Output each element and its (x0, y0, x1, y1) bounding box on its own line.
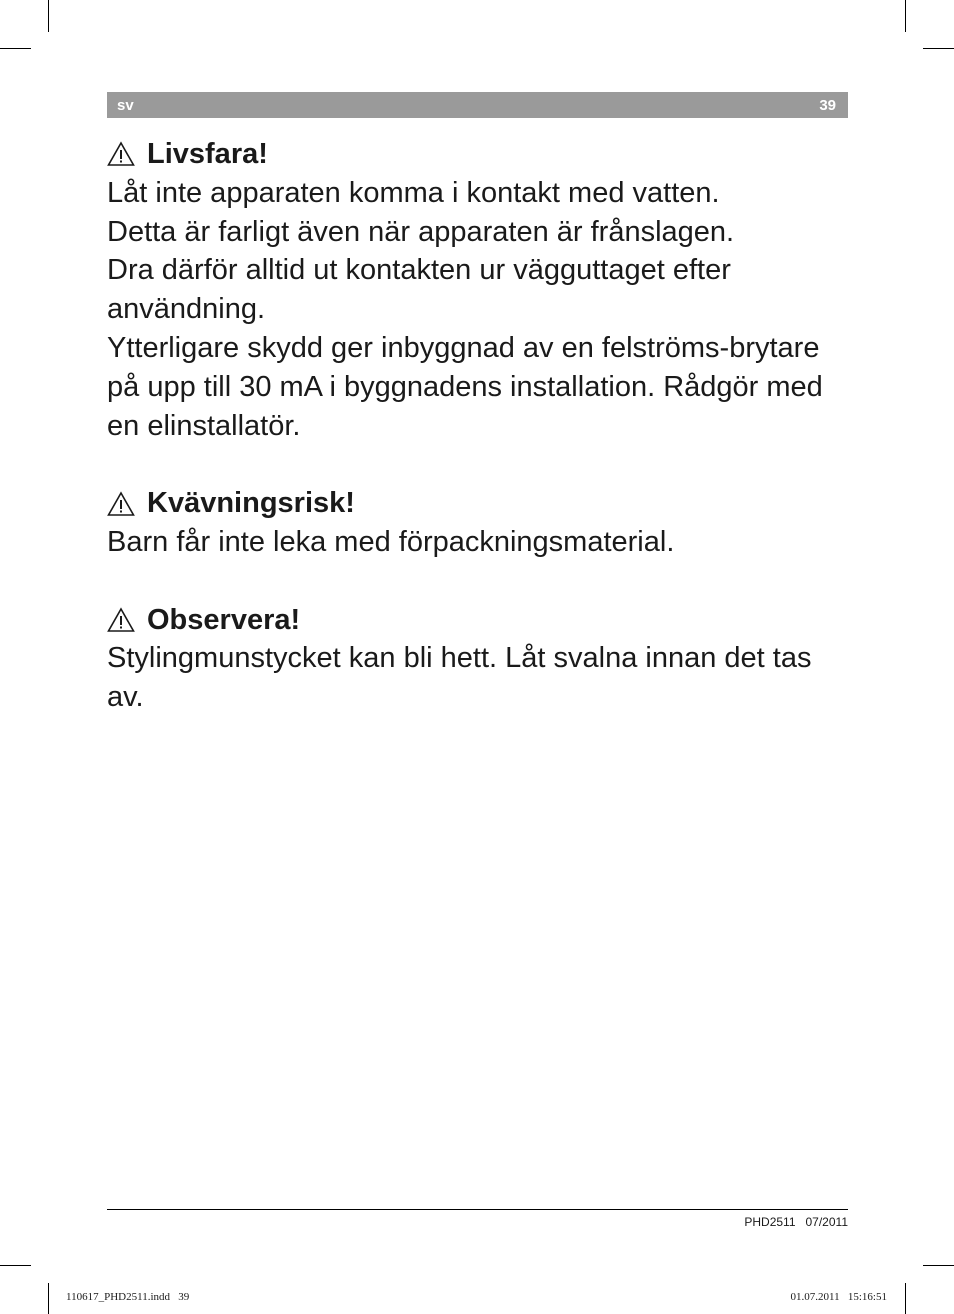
crop-mark (0, 1265, 31, 1266)
crop-mark (905, 0, 906, 32)
crop-mark (0, 48, 31, 49)
section-heading (107, 601, 867, 640)
paragraph: Ytterligare skydd ger inbyggnad av en felströms-brytare på upp till 30 mA i byggnadens installation. Rådgör med en elinstallatör. (107, 331, 823, 442)
warning-triangle-icon (107, 491, 135, 517)
crop-mark (48, 0, 49, 32)
crop-mark (905, 1283, 906, 1314)
page-number: 39 (819, 96, 836, 114)
paragraph: Dra därför alltid ut kontakten ur vägguttaget efter användning. (107, 254, 731, 326)
page-header-bar (107, 92, 848, 118)
print-slug-datetime: 01.07.2011 15:16:51 (790, 1291, 887, 1303)
paragraph: Detta är farligt även när apparaten är frånslagen. (107, 215, 735, 248)
heading-text: Livsfara! (147, 138, 268, 170)
warning-section-livsfara (107, 135, 867, 445)
warning-triangle-icon (107, 607, 135, 633)
crop-mark (923, 48, 954, 49)
section-heading (107, 135, 867, 174)
page-content (107, 135, 867, 756)
paragraph: Stylingmunstycket kan bli hett. Låt svalna innan det tas av. (107, 642, 812, 714)
paragraph: Låt inte apparaten komma i kontakt med vatten. (107, 176, 720, 209)
section-heading (107, 484, 867, 523)
heading-text: Kvävningsrisk! (147, 487, 355, 520)
crop-mark (48, 1283, 49, 1314)
warning-section-kvavningsrisk (107, 484, 867, 562)
paragraph: Barn får inte leka med förpackningsmaterial. (107, 525, 675, 558)
crop-mark (923, 1265, 954, 1266)
language-code: sv (117, 96, 134, 114)
warning-triangle-icon (107, 141, 135, 167)
heading-text: Observera! (147, 603, 301, 636)
footer-model-date: PHD2511 07/2011 (744, 1215, 848, 1229)
print-slug-file: 110617_PHD2511.indd 39 (66, 1291, 190, 1303)
footer-divider (107, 1209, 848, 1210)
warning-section-observera (107, 601, 867, 717)
